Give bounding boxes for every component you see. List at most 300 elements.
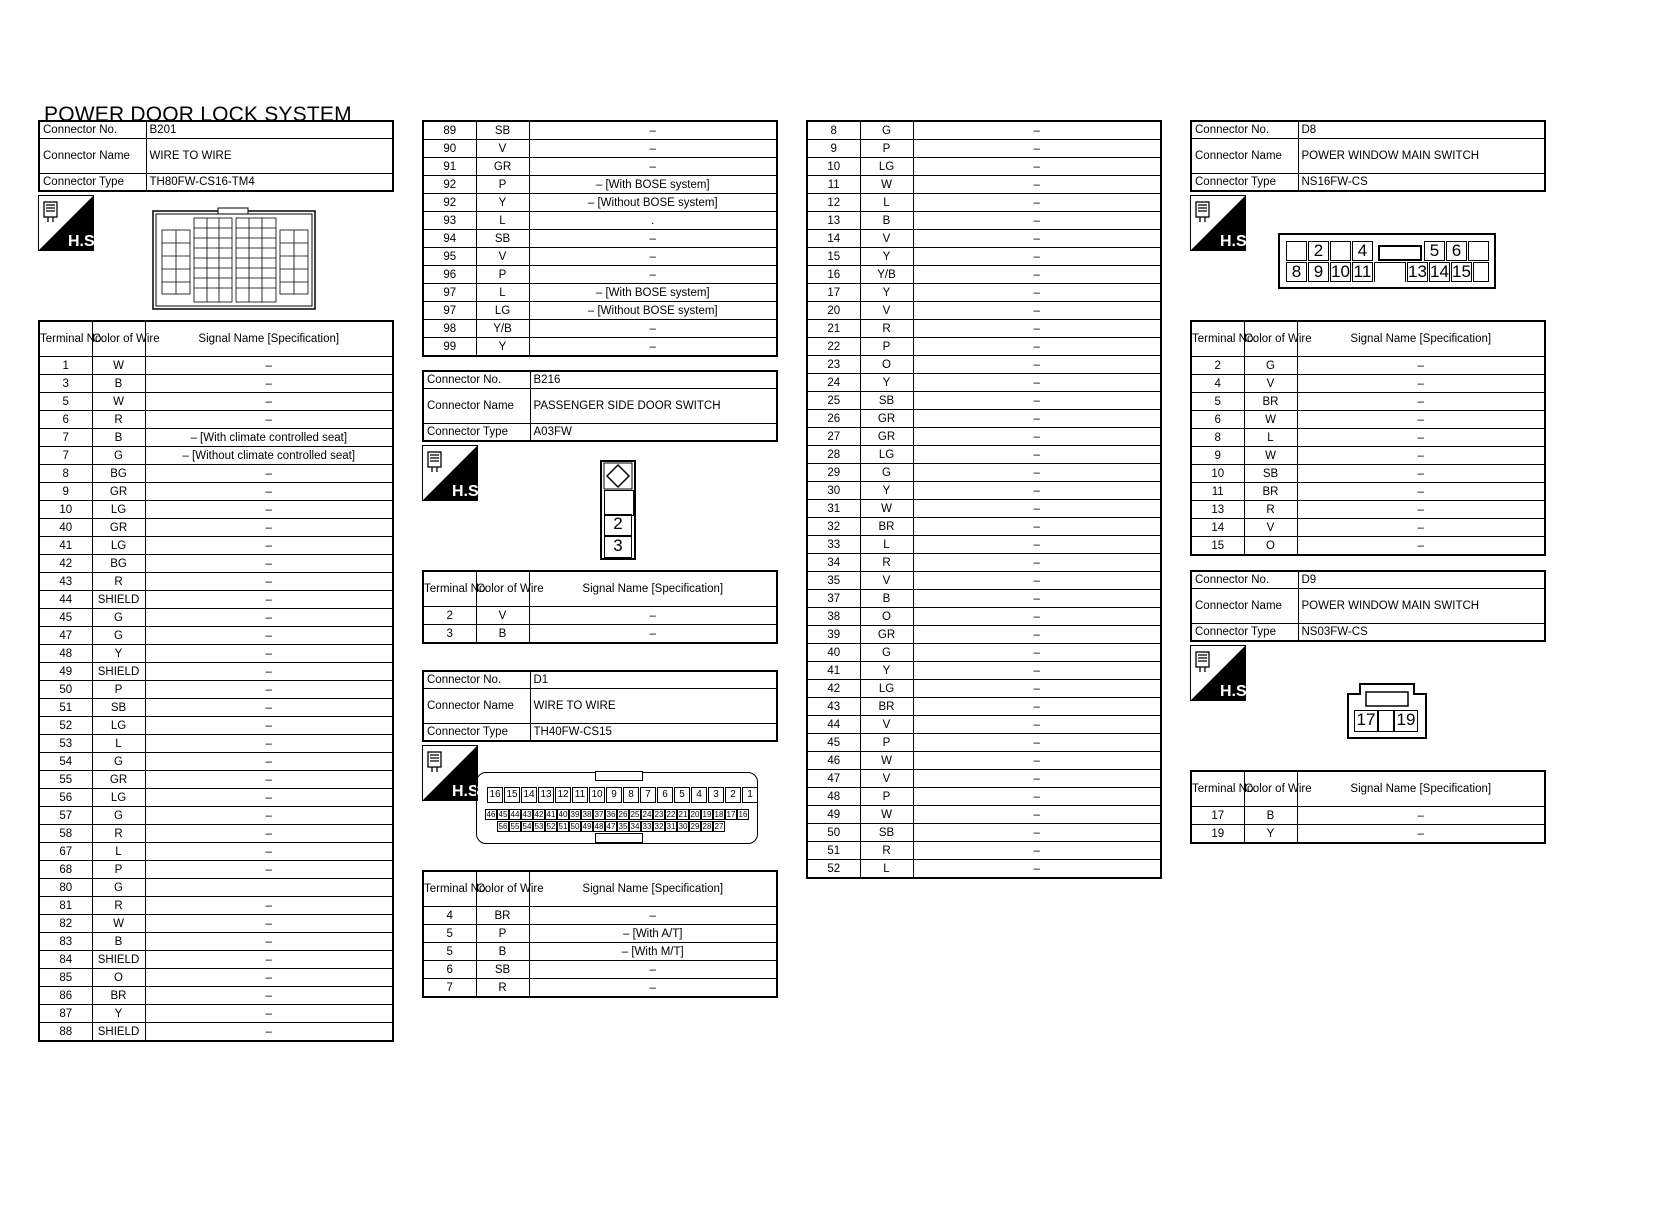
wire-color-cell: Y xyxy=(92,645,145,663)
terminal-no-cell: 8 xyxy=(807,121,860,140)
wire-color-cell: R xyxy=(860,320,913,338)
wire-color-cell: SB xyxy=(860,392,913,410)
signal-name-cell: – xyxy=(913,374,1161,392)
pin: 8 xyxy=(623,787,639,803)
hs-label: H.S. xyxy=(68,233,100,250)
terminal-no-cell: 10 xyxy=(39,501,92,519)
terminal-no-cell: 38 xyxy=(807,608,860,626)
terminal-no-cell: 3 xyxy=(39,375,92,393)
terminal-no-cell: 82 xyxy=(39,915,92,933)
table-row xyxy=(807,536,1161,554)
terminal-no-cell: 45 xyxy=(807,734,860,752)
terminal-no-cell: 11 xyxy=(1191,483,1244,501)
pin: 36 xyxy=(606,810,616,819)
wire-color-cell: Y/B xyxy=(476,320,529,338)
signal-header: Signal Name [Specification] xyxy=(1297,321,1545,357)
signal-name-cell: – xyxy=(913,770,1161,788)
wire-color-cell: V xyxy=(860,302,913,320)
wire-color-cell: GR xyxy=(860,410,913,428)
empty-cavity xyxy=(1468,241,1489,261)
terminal-no-cell: 50 xyxy=(807,824,860,842)
terminal-no-cell: 14 xyxy=(1191,519,1244,537)
wire-color-cell: Y xyxy=(860,662,913,680)
pin: 51 xyxy=(558,822,568,831)
wire-color-cell: BG xyxy=(92,465,145,483)
connector-type-value: NS03FW-CS xyxy=(1298,624,1545,642)
signal-name-cell: – xyxy=(913,302,1161,320)
signal-name-cell: – xyxy=(145,897,393,915)
pin: 20 xyxy=(690,810,700,819)
signal-name-cell: – xyxy=(913,176,1161,194)
b201-connector-info xyxy=(38,120,394,192)
terminal-no-cell: 58 xyxy=(39,825,92,843)
terminal-no-cell: 8 xyxy=(39,465,92,483)
signal-name-cell: – xyxy=(145,771,393,789)
pin: 13 xyxy=(1408,262,1427,281)
wire-color-cell: L xyxy=(476,212,529,230)
wire-color-cell: W xyxy=(92,357,145,375)
table-row xyxy=(807,482,1161,500)
wire-color-cell: Y xyxy=(860,284,913,302)
signal-name-cell: – xyxy=(145,699,393,717)
d1-terminal-table-continued xyxy=(806,120,1162,879)
table-row xyxy=(423,961,777,979)
empty-cavity xyxy=(1378,710,1394,732)
signal-name-cell: – xyxy=(145,951,393,969)
table-row xyxy=(39,537,393,555)
wire-color-cell: G xyxy=(92,609,145,627)
signal-name-cell: – xyxy=(145,807,393,825)
pin: 19 xyxy=(702,810,712,819)
terminal-no-cell: 28 xyxy=(807,446,860,464)
signal-name-cell: – xyxy=(145,915,393,933)
wire-color-cell: O xyxy=(860,608,913,626)
pin: 30 xyxy=(678,822,688,831)
signal-name-cell: – xyxy=(913,626,1161,644)
table-row xyxy=(807,698,1161,716)
table-row xyxy=(807,608,1161,626)
terminal-no-cell: 93 xyxy=(423,212,476,230)
pin: 9 xyxy=(1308,262,1329,282)
terminal-no-cell: 5 xyxy=(1191,393,1244,411)
terminal-no-cell: 34 xyxy=(807,554,860,572)
terminal-no-cell: 55 xyxy=(39,771,92,789)
table-row xyxy=(1191,501,1545,519)
table-row xyxy=(807,644,1161,662)
pin: 29 xyxy=(690,822,700,831)
signal-name-cell: – xyxy=(913,320,1161,338)
terminal-no-cell: 19 xyxy=(1191,825,1244,844)
table-row xyxy=(807,716,1161,734)
terminal-no-cell: 6 xyxy=(39,411,92,429)
terminal-no-cell: 2 xyxy=(1191,357,1244,375)
table-row xyxy=(423,320,777,338)
connector-type-value: TH40FW-CS15 xyxy=(530,724,777,742)
table-row xyxy=(39,735,393,753)
connector-no-label: Connector No. xyxy=(423,671,530,689)
terminal-no-cell: 30 xyxy=(807,482,860,500)
color-header: Color of Wire xyxy=(1244,321,1297,357)
signal-header: Signal Name [Specification] xyxy=(1297,771,1545,807)
signal-name-cell: – xyxy=(913,572,1161,590)
wire-color-cell: LG xyxy=(860,158,913,176)
hs-icon xyxy=(422,745,484,801)
wire-color-cell: O xyxy=(860,356,913,374)
table-row xyxy=(39,771,393,789)
wire-color-cell: G xyxy=(860,121,913,140)
hs-icon xyxy=(38,195,100,251)
table-row xyxy=(807,374,1161,392)
table-row xyxy=(39,879,393,897)
signal-name-cell: – xyxy=(145,375,393,393)
wire-color-cell: GR xyxy=(92,519,145,537)
wire-color-cell: R xyxy=(92,411,145,429)
wire-color-cell: LG xyxy=(92,789,145,807)
signal-name-cell: – xyxy=(1297,375,1545,393)
d8-connector-info xyxy=(1190,120,1546,192)
table-row xyxy=(39,663,393,681)
pin: 14 xyxy=(521,787,537,803)
table-row xyxy=(807,680,1161,698)
terminal-no-cell: 4 xyxy=(423,907,476,925)
terminal-no-cell: 41 xyxy=(39,537,92,555)
d1-pin-row-bottom xyxy=(497,821,725,832)
wire-color-cell: SHIELD xyxy=(92,591,145,609)
pin: 55 xyxy=(510,822,520,831)
wire-color-cell: W xyxy=(92,393,145,411)
wire-color-cell: SB xyxy=(476,230,529,248)
pin: 42 xyxy=(534,810,544,819)
terminal-no-cell: 41 xyxy=(807,662,860,680)
wire-color-cell: G xyxy=(860,644,913,662)
table-row xyxy=(423,140,777,158)
wire-color-cell: Y xyxy=(476,194,529,212)
wire-color-cell: V xyxy=(860,230,913,248)
terminal-no-cell: 51 xyxy=(39,699,92,717)
signal-name-cell: – xyxy=(145,987,393,1005)
signal-name-cell: – xyxy=(913,662,1161,680)
pin: 5 xyxy=(674,787,690,803)
hs-icon xyxy=(422,445,484,501)
wire-color-cell: Y xyxy=(860,482,913,500)
pin: 24 xyxy=(642,810,652,819)
hs-label: H.S. xyxy=(452,783,484,800)
latch xyxy=(595,771,643,781)
wire-color-cell: V xyxy=(476,248,529,266)
signal-name-cell: – xyxy=(529,140,777,158)
table-row xyxy=(807,158,1161,176)
wire-color-cell: P xyxy=(92,861,145,879)
terminal-no-cell: 15 xyxy=(1191,537,1244,556)
terminal-no-cell: 9 xyxy=(1191,447,1244,465)
table-row xyxy=(423,230,777,248)
pin: 6 xyxy=(1446,241,1467,261)
signal-name-cell: – xyxy=(913,482,1161,500)
terminal-no-cell: 83 xyxy=(39,933,92,951)
wire-color-cell: V xyxy=(1244,519,1297,537)
terminal-no-cell: 48 xyxy=(807,788,860,806)
signal-name-cell: – xyxy=(1297,519,1545,537)
wire-color-cell: G xyxy=(92,879,145,897)
color-header: Color of Wire xyxy=(1244,771,1297,807)
terminal-no-cell: 90 xyxy=(423,140,476,158)
wire-color-cell: L xyxy=(476,284,529,302)
signal-name-cell: – xyxy=(913,842,1161,860)
pin: 17 xyxy=(1354,710,1378,732)
signal-name-cell: – xyxy=(913,266,1161,284)
pin: 32 xyxy=(654,822,664,831)
signal-name-cell: – xyxy=(913,230,1161,248)
terminal-no-cell: 31 xyxy=(807,500,860,518)
signal-name-cell: – xyxy=(913,608,1161,626)
table-row xyxy=(39,789,393,807)
pin: 21 xyxy=(678,810,688,819)
pin: 46 xyxy=(486,810,496,819)
terminal-no-cell: 10 xyxy=(1191,465,1244,483)
latch-slot xyxy=(1378,245,1422,261)
pin: 2 xyxy=(604,514,632,536)
terminal-no-cell: 12 xyxy=(807,194,860,212)
terminal-no-cell: 96 xyxy=(423,266,476,284)
wire-color-cell: P xyxy=(476,176,529,194)
wire-color-cell: L xyxy=(1244,429,1297,447)
table-row xyxy=(423,979,777,998)
terminal-no-cell: 5 xyxy=(423,925,476,943)
pin: 49 xyxy=(582,822,592,831)
connector-name-label: Connector Name xyxy=(1191,139,1298,174)
signal-name-cell: – xyxy=(529,961,777,979)
terminal-no-cell: 48 xyxy=(39,645,92,663)
signal-name-cell: – xyxy=(913,158,1161,176)
signal-name-cell: – [Without BOSE system] xyxy=(529,194,777,212)
wire-color-cell: O xyxy=(92,969,145,987)
wire-color-cell: LG xyxy=(92,501,145,519)
signal-name-cell: – xyxy=(529,248,777,266)
wire-color-cell: G xyxy=(92,753,145,771)
signal-name-cell: – xyxy=(1297,483,1545,501)
connector-name-value: POWER WINDOW MAIN SWITCH xyxy=(1298,139,1545,174)
wire-color-cell: W xyxy=(1244,411,1297,429)
table-row xyxy=(807,284,1161,302)
pin: 43 xyxy=(522,810,532,819)
pin: 12 xyxy=(555,787,571,803)
terminal-no-cell: 33 xyxy=(807,536,860,554)
wire-color-cell: G xyxy=(1244,357,1297,375)
terminal-no-cell: 6 xyxy=(1191,411,1244,429)
signal-name-cell: – xyxy=(1297,447,1545,465)
table-row xyxy=(423,625,777,644)
wire-color-cell: W xyxy=(860,500,913,518)
signal-name-cell: – xyxy=(145,843,393,861)
wire-color-cell: G xyxy=(860,464,913,482)
hs-label: H.S. xyxy=(452,483,484,500)
signal-name-cell: – xyxy=(913,698,1161,716)
table-row xyxy=(1191,483,1545,501)
terminal-no-header: Terminal No. xyxy=(423,871,476,907)
pin: 22 xyxy=(666,810,676,819)
connector-name-label: Connector Name xyxy=(1191,589,1298,624)
signal-name-cell: – xyxy=(145,1023,393,1042)
table-row xyxy=(423,338,777,357)
pin: 3 xyxy=(604,536,632,558)
terminal-no-cell: 57 xyxy=(39,807,92,825)
table-row xyxy=(39,717,393,735)
wire-color-cell: LG xyxy=(92,717,145,735)
b201-connector-face-icon xyxy=(152,208,316,312)
wire-color-cell: LG xyxy=(860,446,913,464)
pin: 53 xyxy=(534,822,544,831)
d9-terminal-table xyxy=(1190,770,1546,844)
wire-color-cell: B xyxy=(476,943,529,961)
terminal-no-cell: 7 xyxy=(39,429,92,447)
table-row xyxy=(39,501,393,519)
terminal-no-header: Terminal No. xyxy=(1191,321,1244,357)
signal-name-cell: – xyxy=(913,788,1161,806)
pin: 27 xyxy=(714,822,724,831)
pin: 4 xyxy=(691,787,707,803)
signal-name-cell: – xyxy=(913,121,1161,140)
hs-icon xyxy=(1190,645,1252,701)
connector-type-value: A03FW xyxy=(530,424,777,442)
signal-name-cell: – xyxy=(145,663,393,681)
table-row xyxy=(1191,375,1545,393)
table-row xyxy=(807,464,1161,482)
signal-name-cell: – xyxy=(145,645,393,663)
hs-label: H.S. xyxy=(1220,233,1252,250)
terminal-no-cell: 81 xyxy=(39,897,92,915)
wire-color-cell: BR xyxy=(1244,393,1297,411)
wire-color-cell: SB xyxy=(476,961,529,979)
signal-name-cell: – [Without climate controlled seat] xyxy=(145,447,393,465)
terminal-no-cell: 32 xyxy=(807,518,860,536)
pin: 11 xyxy=(572,787,588,803)
terminal-no-cell: 56 xyxy=(39,789,92,807)
signal-name-cell: – xyxy=(913,554,1161,572)
wire-color-cell: BR xyxy=(860,698,913,716)
signal-name-cell: – xyxy=(913,464,1161,482)
table-row xyxy=(39,1023,393,1042)
terminal-no-cell: 87 xyxy=(39,1005,92,1023)
signal-name-cell: – xyxy=(145,861,393,879)
pin: 47 xyxy=(606,822,616,831)
signal-header: Signal Name [Specification] xyxy=(529,871,777,907)
empty-cavity xyxy=(1473,262,1489,282)
pin: 44 xyxy=(510,810,520,819)
wire-color-cell: SB xyxy=(92,699,145,717)
wire-color-cell: L xyxy=(92,843,145,861)
signal-name-cell: – xyxy=(145,465,393,483)
wire-color-cell: P xyxy=(476,266,529,284)
terminal-no-cell: 13 xyxy=(807,212,860,230)
signal-name-cell: – xyxy=(145,735,393,753)
pin: 23 xyxy=(654,810,664,819)
wire-color-cell: R xyxy=(92,573,145,591)
connector-name-value: POWER WINDOW MAIN SWITCH xyxy=(1298,589,1545,624)
table-row xyxy=(807,230,1161,248)
terminal-no-cell: 4 xyxy=(1191,375,1244,393)
wire-color-cell: Y xyxy=(860,374,913,392)
connector-name-label: Connector Name xyxy=(39,139,146,174)
signal-name-cell: – xyxy=(145,627,393,645)
signal-name-cell: – xyxy=(145,501,393,519)
wire-color-cell: B xyxy=(476,625,529,644)
table-row xyxy=(807,266,1161,284)
wire-color-cell: G xyxy=(92,447,145,465)
connector-type-label: Connector Type xyxy=(39,174,146,192)
wire-color-cell: SB xyxy=(476,121,529,140)
signal-name-cell: – xyxy=(529,121,777,140)
signal-name-cell: – xyxy=(913,410,1161,428)
wire-color-cell: B xyxy=(92,375,145,393)
signal-name-cell: – xyxy=(145,357,393,375)
table-row xyxy=(39,861,393,879)
terminal-no-cell: 46 xyxy=(807,752,860,770)
pin: 15 xyxy=(504,787,520,803)
wire-color-cell: L xyxy=(860,194,913,212)
terminal-no-cell: 8 xyxy=(1191,429,1244,447)
terminal-no-cell: 49 xyxy=(39,663,92,681)
pin: 5 xyxy=(1424,241,1445,261)
empty-cavity xyxy=(604,490,634,516)
table-row xyxy=(39,609,393,627)
d1-pin-row-mid xyxy=(485,809,749,820)
wire-color-cell: P xyxy=(860,734,913,752)
connector-no-label: Connector No. xyxy=(1191,571,1298,589)
terminal-no-cell: 80 xyxy=(39,879,92,897)
table-row xyxy=(39,951,393,969)
wire-color-cell: V xyxy=(476,140,529,158)
table-row xyxy=(39,555,393,573)
connector-no-label: Connector No. xyxy=(39,121,146,139)
pin: 18 xyxy=(714,810,724,819)
terminal-no-cell: 43 xyxy=(39,573,92,591)
table-row xyxy=(39,357,393,375)
wire-color-cell: W xyxy=(860,806,913,824)
signal-name-cell: – xyxy=(913,734,1161,752)
empty-cavity xyxy=(1330,241,1351,261)
pin: 16 xyxy=(487,787,503,803)
wire-color-cell: BR xyxy=(860,518,913,536)
wire-color-cell: Y xyxy=(92,1005,145,1023)
table-row xyxy=(807,626,1161,644)
pin: 2 xyxy=(1308,241,1329,261)
connector-no-value: D8 xyxy=(1298,121,1545,139)
signal-name-cell: – xyxy=(1297,357,1545,375)
terminal-no-cell: 84 xyxy=(39,951,92,969)
table-row xyxy=(39,465,393,483)
table-row xyxy=(39,681,393,699)
wire-color-cell: BR xyxy=(92,987,145,1005)
terminal-no-cell: 89 xyxy=(423,121,476,140)
signal-name-cell: – xyxy=(913,536,1161,554)
terminal-no-cell: 49 xyxy=(807,806,860,824)
terminal-no-cell: 45 xyxy=(39,609,92,627)
terminal-no-cell: 3 xyxy=(423,625,476,644)
pin: 1 xyxy=(742,787,758,803)
table-row xyxy=(39,573,393,591)
signal-name-cell: – [With BOSE system] xyxy=(529,176,777,194)
pin: 54 xyxy=(522,822,532,831)
table-row xyxy=(39,591,393,609)
terminal-no-header: Terminal No. xyxy=(39,321,92,357)
terminal-no-cell: 24 xyxy=(807,374,860,392)
signal-name-cell: – xyxy=(145,411,393,429)
wire-color-cell: GR xyxy=(860,626,913,644)
connector-no-value: D9 xyxy=(1298,571,1545,589)
connector-name-label: Connector Name xyxy=(423,389,530,424)
signal-name-cell: – xyxy=(145,573,393,591)
pin: 14 xyxy=(1430,262,1449,281)
